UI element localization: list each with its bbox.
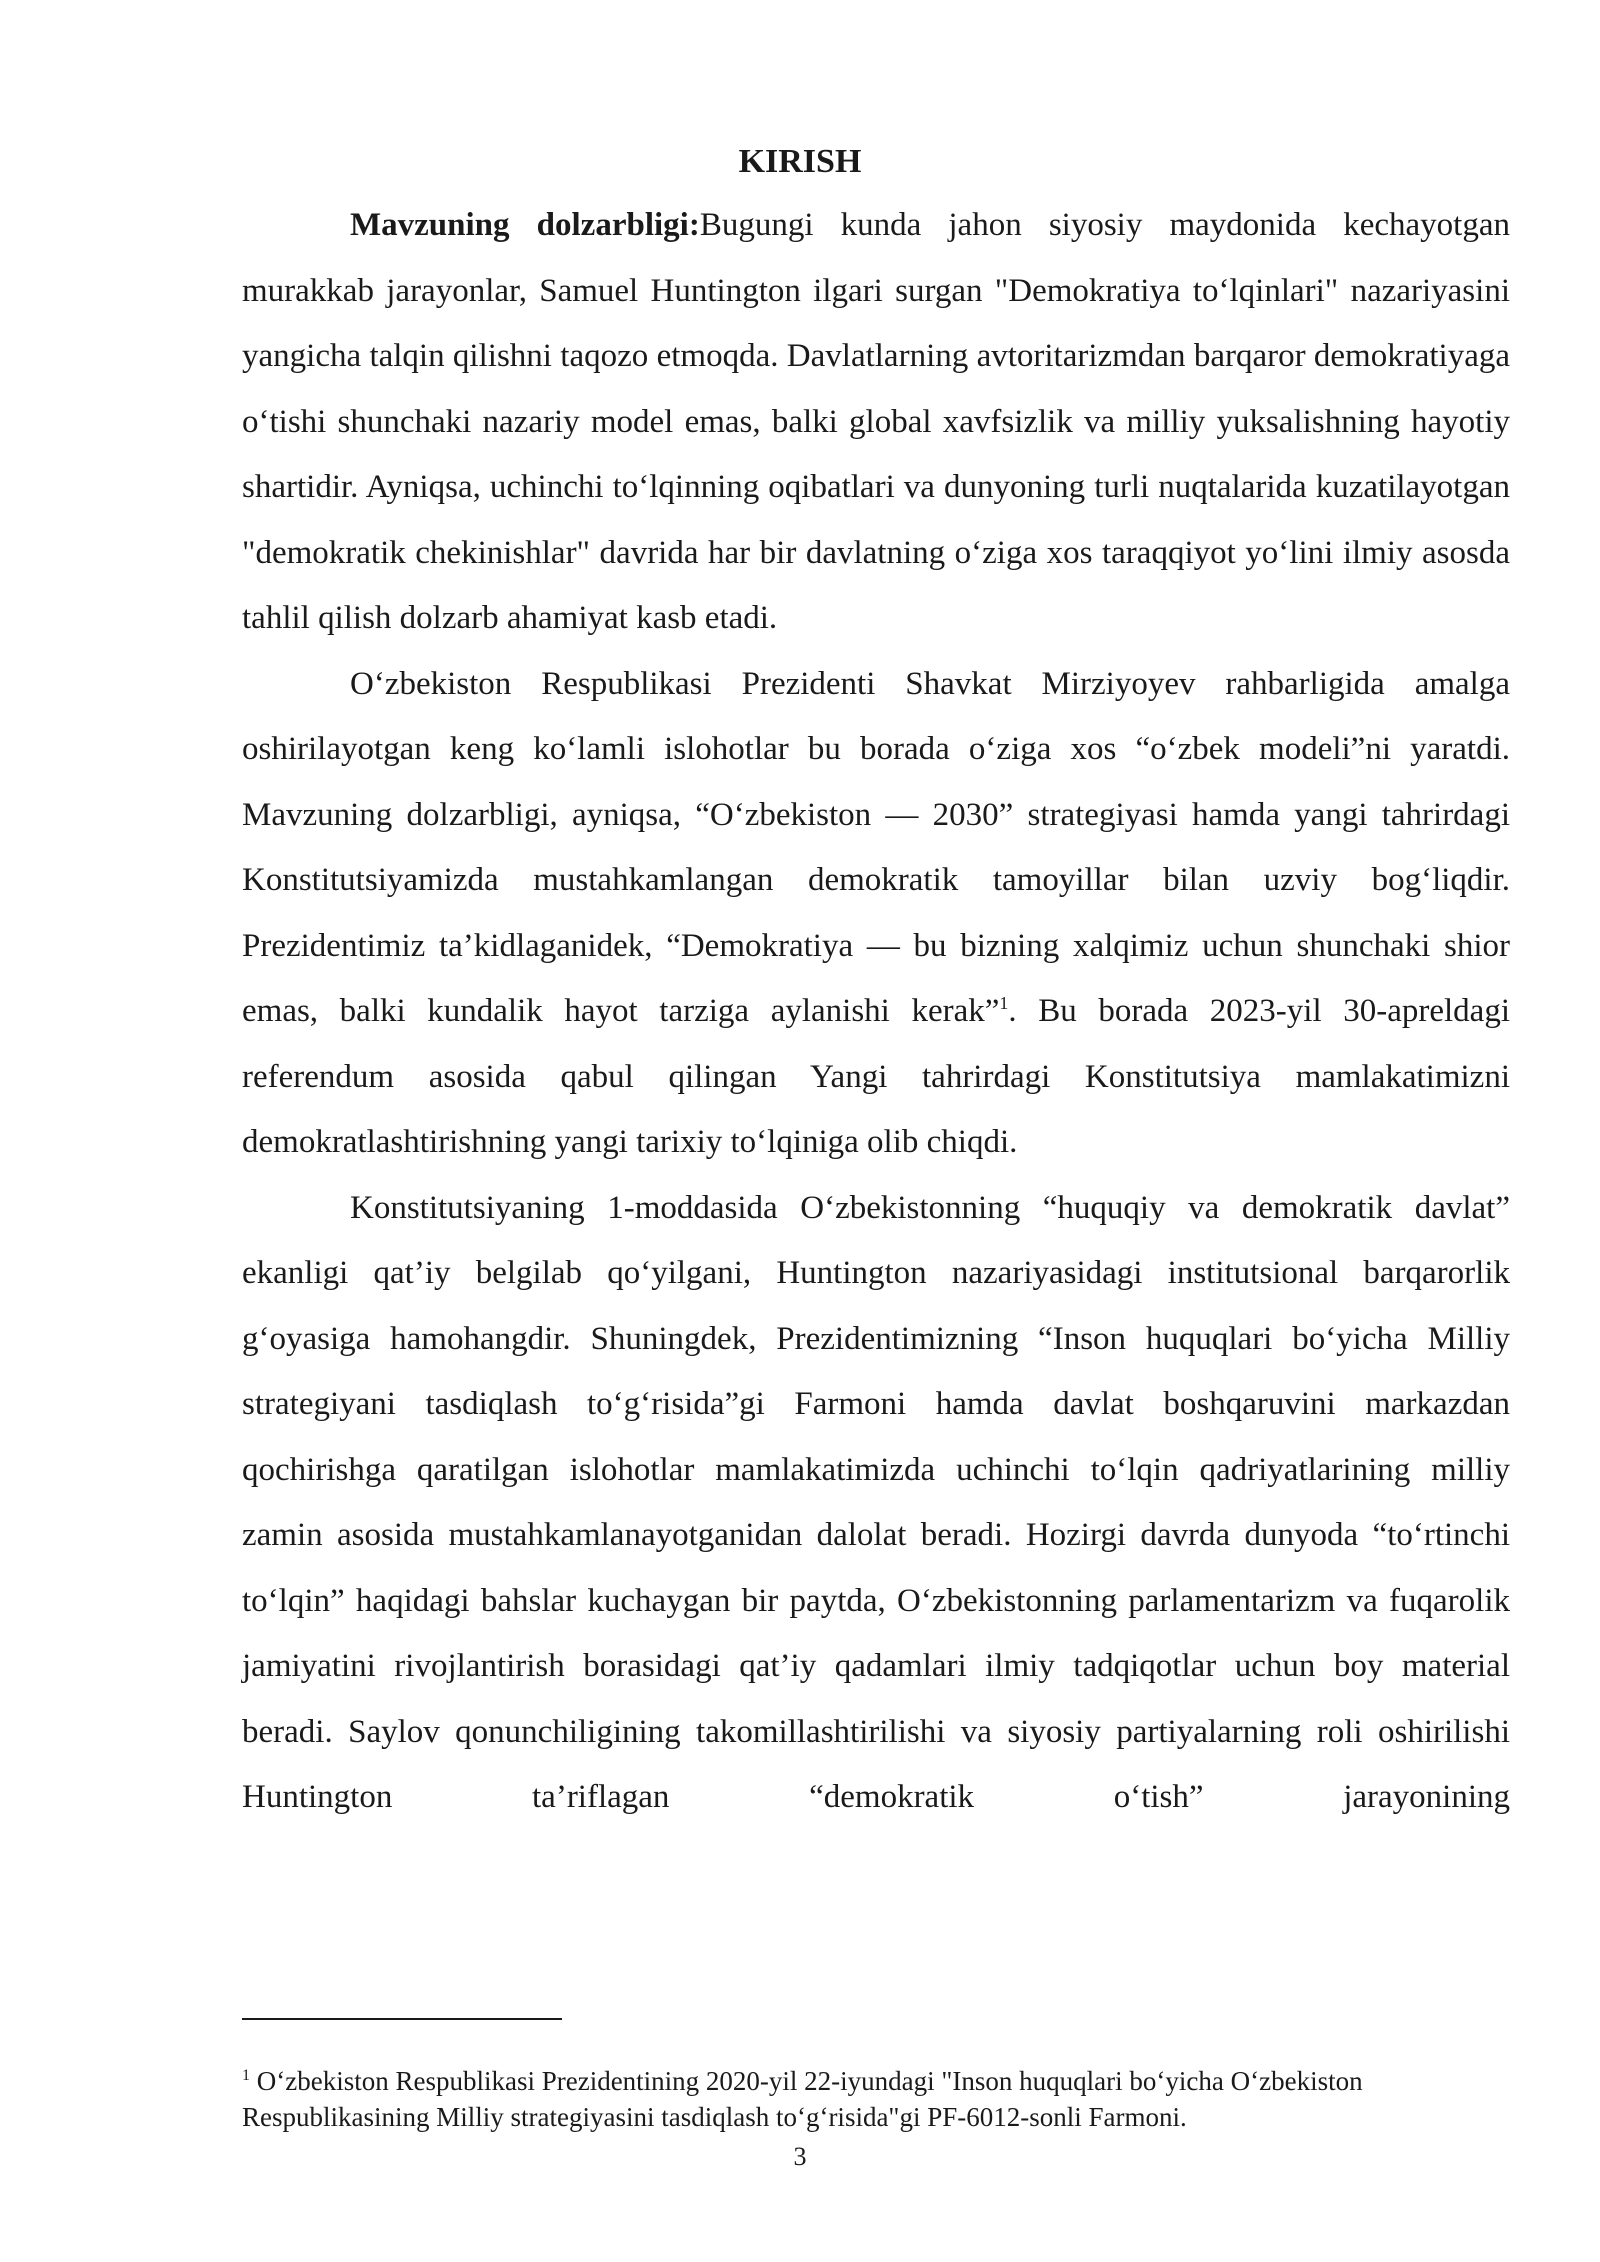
paragraph-uzbek-model: [242, 652, 1510, 1176]
paragraph-text: Bugungi kunda jahon siyosiy maydonida kechayotgan murakkab jarayonlar, Samuel Huntington ilgari surgan "Demokratiya to‘lqinlari" nazariyasini yangicha talqin qilishni taqozo etmoqda. Davlatlarning avtoritarizmdan barqaror demokratiyaga o‘tishi shunchaki nazariy model emas, balki global xavfsizlik va milliy yuksalishning hayotiy shartidir. Ayniqsa, uchinchi to‘lqinning oqibatlari va dunyoning turli nuqtalarida kuzatilayotgan "demokratik chekinishlar" davrida har bir davlatning o‘ziga xos taraqqiyot yo‘lini ilmiy asosda tahlil qilish dolzarb ahamiyat kasb etadi.: [242, 207, 1510, 636]
paragraph-lead: Mavzuning dolzarbligi:: [350, 207, 700, 243]
paragraph-text: . Bu borada 2023-yil 30-apreldagi referendum asosida qabul qilingan Yangi tahrirdagi Konstitutsiya mamlakatimizni demokratlashtirishning yangi tarixiy to‘lqiniga olib chiqdi.: [242, 993, 1510, 1160]
paragraph-text: O‘zbekiston Respublikasi Prezidenti Shavkat Mirziyoyev rahbarligida amalga oshirilayotgan keng ko‘lamli islohotlar bu borada o‘ziga xos “o‘zbek modeli”ni yaratdi. Mavzuning dolzarbligi, ayniqsa, “O‘zbekiston — 2030” strategiyasi hamda yangi tahrirdagi Konstitutsiyamizda mustahkamlangan demokratik tamoyillar bilan uzviy bog‘liqdir. Prezidentimiz ta’kidlaganidek, “Demokratiya — bu bizning xalqimiz uchun shunchaki shior emas, balki kundalik hayot tarziga aylanishi kerak”: [242, 665, 1510, 1029]
section-heading: KIRISH: [738, 143, 862, 180]
paragraph-relevance: [242, 193, 1510, 652]
footnote: [242, 2063, 1510, 2135]
body-text: [242, 193, 1510, 1831]
paragraph-constitution: Konstitutsiyaning 1-moddasida O‘zbekistonning “huquqiy va demokratik davlat” ekanligi qat’iy belgilab qo‘yilgani, Huntington nazariyasidagi institutsional barqarorlik g‘oyasiga hamohangdir. Shuningdek, Prezidentimizning “Inson huquqlari bo‘yicha Milliy strategiyani tasdiqlash to‘g‘risida”gi Farmoni hamda davlat boshqaruvini markazdan qochirishga qaratilgan islohotlar mamlakatimizda uchinchi to‘lqin qadriyatlarining milliy zamin asosida mustahkamlanayotganidan dalolat beradi. Hozirgi davrda dunyoda “to‘rtinchi to‘lqin” haqidagi bahslar kuchaygan bir paytda, O‘zbekistonning parlamentarizm va fuqarolik jamiyatini rivojlantirish borasidagi qat’iy qadamlari ilmiy tadqiqotlar uchun boy material beradi. Saylov qonunchiligining takomillashtirilishi va siyosiy partiyalarning roli oshirilishi Huntington ta’riflagan “demokratik o‘tish” jarayonining: [242, 1189, 1510, 1815]
footnote-separator: [242, 2018, 562, 2020]
footnote-number: 1: [242, 2067, 250, 2084]
footnote-reference[interactable]: 1: [999, 993, 1009, 1013]
page-number: 3: [793, 2142, 807, 2171]
footnote-text: O‘zbekiston Respublikasi Prezidentining 2020-yil 22-iyundagi "Inson huquqlari bo‘yicha O‘zbekiston Respublikasining Milliy strategiyasini tasdiqlash to‘g‘risida"gi PF-6012-sonli Farmoni.: [242, 2066, 1363, 2132]
